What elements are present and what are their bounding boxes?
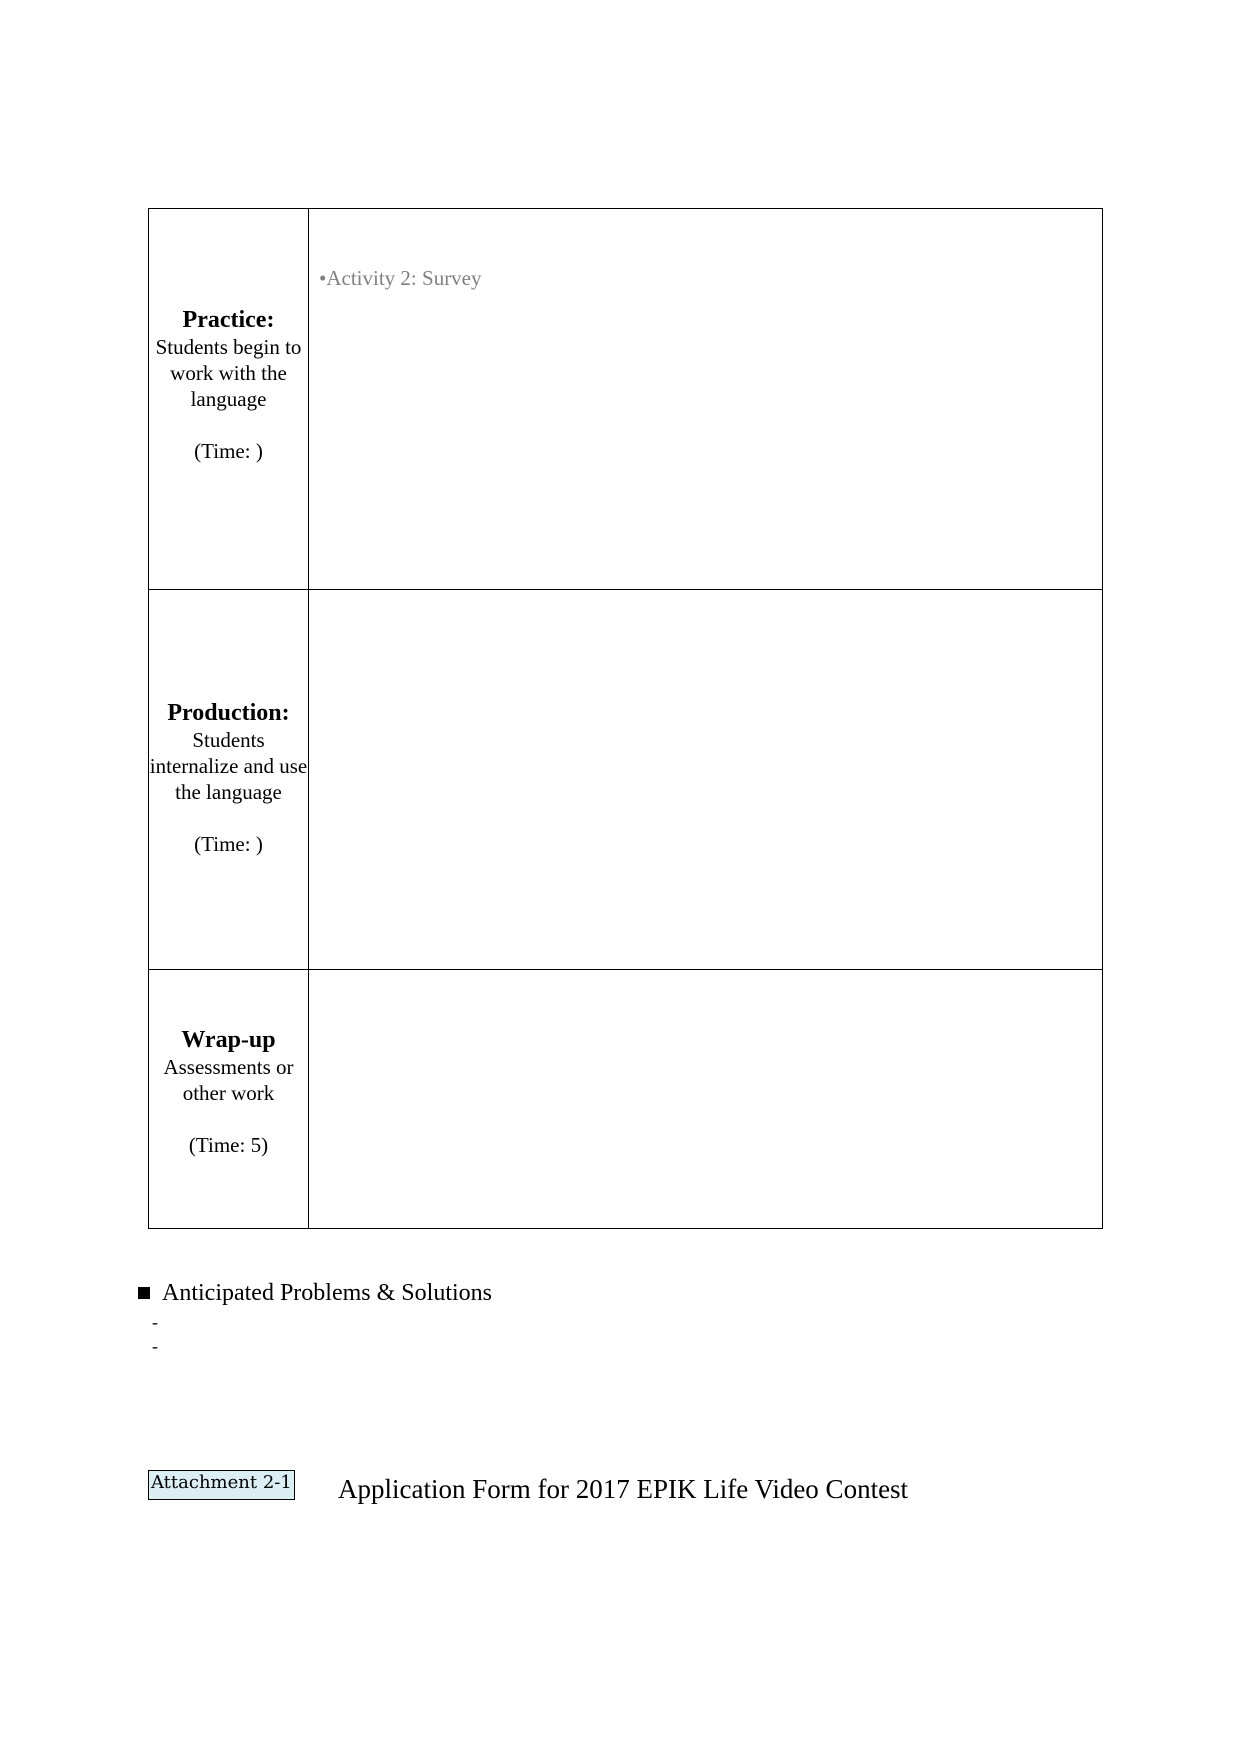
stage-title-wrap-up: Wrap-up — [181, 1027, 276, 1053]
stage-description-production: Students internalize and use the language — [149, 727, 308, 804]
activity-text: •Activity 2: Survey — [319, 266, 482, 290]
table-row-production — [149, 590, 1103, 970]
lesson-plan-table — [148, 208, 1103, 1229]
anticipated-problems-list — [152, 1310, 158, 1358]
stage-cell-production — [149, 590, 309, 970]
black-square-icon — [138, 1287, 150, 1299]
stage-time-wrap-up: (Time: 5) — [188, 1133, 269, 1157]
table-row-wrap-up — [149, 970, 1103, 1229]
attachment-label: Attachment 2-1 — [148, 1470, 295, 1500]
stage-time-production: (Time: ) — [194, 831, 263, 856]
table-row-practice — [149, 209, 1103, 590]
stage-time-practice: (Time: ) — [194, 439, 263, 463]
stage-cell-practice — [149, 209, 309, 590]
stage-title-production: Production: — [167, 699, 290, 726]
stage-cell-wrap-up — [149, 970, 309, 1229]
form-title: Application Form for 2017 EPIK Life Video Contest — [338, 1474, 909, 1504]
list-item: - — [152, 1312, 158, 1332]
stage-title-practice: Practice: — [182, 307, 275, 333]
anticipated-problems-heading — [138, 1278, 492, 1308]
content-cell-wrap-up[interactable] — [309, 970, 1103, 1229]
anticipated-problems-heading-text: Anticipated Problems & Solutions — [162, 1280, 492, 1306]
content-cell-production[interactable] — [309, 590, 1103, 970]
list-item: - — [152, 1336, 158, 1356]
stage-description-practice: Students begin to work with the language — [155, 335, 302, 411]
content-cell-practice[interactable] — [309, 209, 1103, 590]
stage-description-wrap-up: Assessments or other work — [163, 1055, 294, 1105]
